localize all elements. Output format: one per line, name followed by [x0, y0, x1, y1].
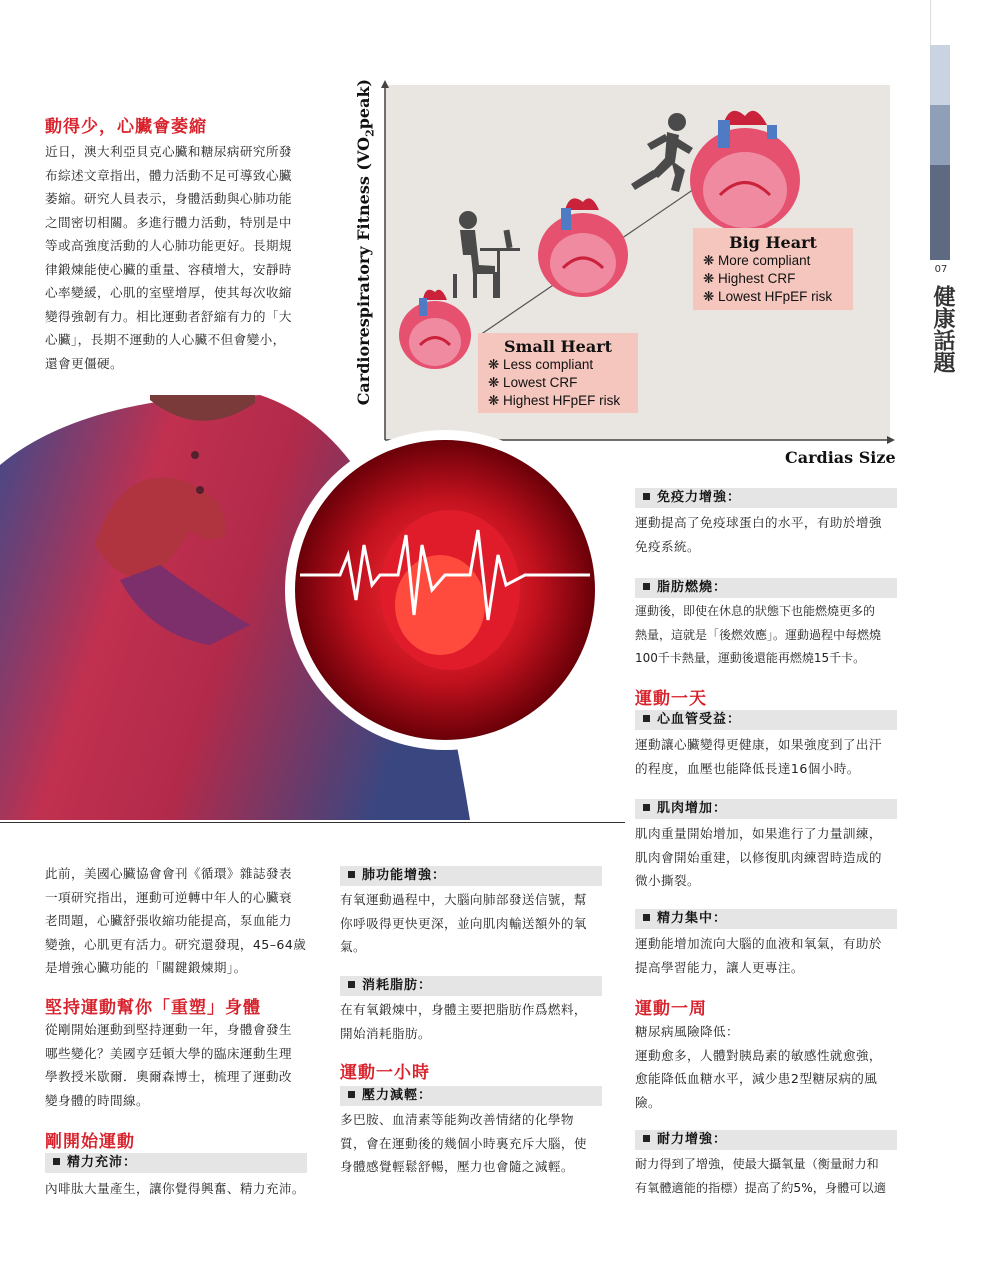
bullet-focus-text — [635, 932, 905, 979]
right-line: 運動讓心臟變得更健康，如果強度到了出汗 — [635, 737, 882, 752]
y-axis-label-sub: 2 — [363, 129, 377, 137]
bullet-immunity — [635, 488, 897, 508]
mid-line: 開始消耗脂肪。 — [340, 1025, 431, 1041]
right-line: 免疫系統。 — [635, 538, 700, 554]
bullet-label: 精力充沛： — [67, 1155, 138, 1170]
right-line: 的程度，血壓也能降低長達16個小時。 — [635, 760, 860, 776]
mid-line: 有氧運動過程中，大腦向肺部發送信號，幫 — [340, 892, 587, 907]
bullet-label: 耐力增強： — [657, 1132, 728, 1147]
mid-line: 身體感覺輕鬆舒暢，壓力也會隨之減輕。 — [340, 1159, 574, 1174]
big-heart-legend — [693, 228, 853, 310]
bullet-label: 脂肪燃燒： — [657, 580, 728, 595]
sitting-person-icon — [453, 211, 520, 298]
side-strip-2 — [930, 45, 950, 105]
big-heart-icon — [690, 111, 800, 232]
small-heart-item: ❋ Highest HFpEF risk — [488, 393, 621, 408]
bullet-label: 肌肉增加： — [657, 801, 728, 816]
x-axis-label: Cardias Size — [785, 448, 896, 467]
right-line: 有氧體適能的指標）提高了約5%，身體可以適 — [635, 1180, 886, 1195]
bullet-square-icon — [348, 871, 355, 878]
bullet-stress — [340, 1086, 602, 1106]
medium-heart-icon — [538, 198, 628, 297]
bullet-muscle — [635, 799, 897, 819]
y-axis-label-end: peak) — [353, 78, 373, 130]
mid-line: 在有氧鍛煉中，身體主要把脂肪作爲燃料， — [340, 1002, 587, 1017]
bullet-label: 心血管受益： — [657, 712, 742, 727]
right-line: 運動後，即使在休息的狀態下也能燃燒更多的 — [635, 604, 876, 618]
bullet-lung-text — [340, 888, 610, 959]
reshape-title: 堅持運動幫你「重塑」身體 — [45, 998, 261, 1018]
intro-line: 之間密切相關。多進行體力活動，特別是中 — [45, 214, 292, 230]
right-line: 運動能增加流向大腦的血液和氧氣，有助於 — [635, 936, 882, 951]
intro-line: 還會更僵硬。 — [45, 355, 123, 371]
one-hour-title: 運動一小時 — [340, 1063, 430, 1083]
bullet-fat-burn — [635, 578, 897, 598]
page-number: 07 — [934, 264, 948, 275]
intro-line: 心率變緩，心肌的室壁增厚，使其每次收縮 — [45, 285, 292, 300]
right-line: 運動提高了免疫球蛋白的水平，有助於增強 — [635, 515, 882, 530]
section-label — [928, 285, 956, 381]
bullet-label: 壓力減輕： — [362, 1088, 433, 1103]
y-axis-label-main: Cardiorespiratory Fitness (VO — [353, 136, 373, 406]
bullet-square-icon — [53, 1158, 60, 1165]
bullet-focus — [635, 909, 897, 929]
bullet-immunity-text — [635, 511, 905, 558]
right-line: 微小撕裂。 — [635, 873, 700, 888]
right-line: 肌肉會開始重建，以修復肌肉練習時造成的 — [635, 849, 882, 865]
right-line: 運動愈多，人體對胰島素的敏感性就愈強， — [635, 1047, 882, 1063]
small-heart-icon — [399, 290, 471, 369]
left-line: 一項研究指出，運動可逆轉中年人的心臟衰 — [45, 889, 292, 905]
bullet-stress-text — [340, 1108, 610, 1179]
intro-line: 布綜述文章指出，體力活動不足可導致心臟 — [45, 167, 292, 183]
bullet-muscle-text — [635, 822, 905, 893]
y-axis-label — [350, 78, 380, 406]
start-exercise-title: 剛開始運動 — [45, 1132, 135, 1152]
one-day-title: 運動一天 — [635, 689, 707, 709]
right-line: 險。 — [635, 1094, 661, 1110]
bullet-square-icon — [643, 1135, 650, 1142]
mid-line: 你呼吸得更快更深，並向肌肉輸送額外的氧 — [340, 915, 587, 931]
intro-line: 心臟」，長期不運動的人心臟不但會變小， — [45, 332, 286, 347]
intro-title: 動得少，心臟會萎縮 — [45, 117, 207, 137]
right-line: 100千卡熱量，運動後還能再燃燒15千卡。 — [635, 651, 866, 665]
big-heart-item: ❋ Highest CRF — [703, 271, 796, 286]
left-line: 變身體的時間線。 — [45, 1092, 149, 1108]
week-text — [635, 1020, 905, 1114]
mid-line: 多巴胺、血清素等能夠改善情緒的化學物 — [340, 1112, 574, 1127]
right-line: 愈能降低血糖水平，減少患2型糖尿病的風 — [635, 1071, 878, 1086]
bullet-square-icon — [643, 493, 650, 500]
intro-line: 萎縮。研究人員表示，身體活動與心肺功能 — [45, 191, 292, 206]
bullet-lung — [340, 866, 602, 886]
bullet-square-icon — [348, 1091, 355, 1098]
left-line: 老問題，心臟舒張收縮功能提高，泵血能力 — [45, 913, 292, 928]
bullet-label: 消耗脂肪： — [362, 978, 433, 993]
bullet-cardio-text — [635, 733, 905, 780]
bullet-endurance — [635, 1130, 897, 1150]
small-heart-title: Small Heart — [503, 337, 613, 356]
one-week-title: 運動一周 — [635, 999, 707, 1019]
bullet-square-icon — [643, 583, 650, 590]
bullet-label: 精力集中： — [657, 911, 728, 926]
bullet-energetic-text: 內啡肽大量產生，讓你覺得興奮、精力充沛。 — [45, 1181, 305, 1196]
left-line: 變強，心肌更有活力。研究還發現，45–64歲 — [45, 936, 307, 952]
bullet-square-icon — [643, 914, 650, 921]
bullet-square-icon — [643, 804, 650, 811]
right-line: 熱量，這就是「後燃效應」。運動過程中每燃燒 — [635, 627, 882, 642]
running-person-icon — [631, 113, 693, 192]
chest-pain-photo — [0, 395, 625, 820]
intro-line: 等或高強度活動的人心肺功能更好。長期規 — [45, 238, 292, 253]
left-line: 從剛開始運動到堅持運動一年，身體會發生 — [45, 1022, 292, 1037]
bullet-square-icon — [643, 715, 650, 722]
left-para1 — [45, 862, 315, 980]
small-heart-item: ❋ Less compliant — [488, 357, 594, 372]
intro-line: 律鍛煉能使心臟的重量、容積增大，安靜時 — [45, 261, 292, 277]
y-axis-arrow — [381, 80, 389, 88]
bullet-fat-burn-text — [635, 600, 905, 671]
big-heart-title: Big Heart — [729, 233, 817, 252]
bullet-cardio — [635, 710, 897, 730]
photo-divider — [0, 822, 625, 823]
x-axis-arrow — [887, 436, 895, 444]
mid-line: 質，會在運動後的幾個小時裏充斥大腦，使 — [340, 1135, 587, 1151]
side-strip-3 — [930, 105, 950, 165]
left-line: 哪些變化？美國亨廷頓大學的臨床運動生理 — [45, 1045, 292, 1061]
big-heart-item: ❋ Lowest HFpEF risk — [703, 289, 833, 304]
right-line: 糖尿病風險降低： — [635, 1024, 739, 1039]
intro-line: 變得強韌有力。相比運動者舒縮有力的「大 — [45, 308, 292, 324]
left-line: 是增強心臟功能的「關鍵鍛煉期」。 — [45, 960, 247, 975]
bullet-energetic — [45, 1153, 307, 1173]
bullet-endurance-text — [635, 1153, 905, 1200]
intro-text — [45, 140, 320, 375]
intro-line: 近日，澳大利亞貝克心臟和糖尿病研究所發 — [45, 144, 292, 159]
big-heart-item: ❋ More compliant — [703, 253, 811, 268]
left-line: 學教授米歇爾．奧爾森博士，梳理了運動改 — [45, 1069, 292, 1084]
bullet-fat-consume-text — [340, 998, 610, 1045]
section-label-text: 健康話題 — [930, 285, 956, 373]
left-para2 — [45, 1018, 315, 1112]
right-line: 耐力得到了增強，使最大攝氧量（衡量耐力和 — [635, 1157, 879, 1171]
right-line: 提高學習能力，讓人更專注。 — [635, 959, 804, 975]
side-strip-1 — [930, 0, 951, 45]
left-line: 此前，美國心臟協會會刊《循環》雜誌發表 — [45, 866, 292, 881]
right-line: 肌肉重量開始增加，如果進行了力量訓練， — [635, 826, 882, 841]
bullet-square-icon — [348, 981, 355, 988]
mid-line: 氣。 — [340, 939, 366, 954]
bullet-label: 免疫力增強： — [657, 490, 742, 505]
side-strip-4 — [930, 165, 950, 260]
bullet-label: 肺功能增強： — [362, 868, 447, 883]
bullet-fat-consume — [340, 976, 602, 996]
small-heart-item: ❋ Lowest CRF — [488, 375, 578, 390]
